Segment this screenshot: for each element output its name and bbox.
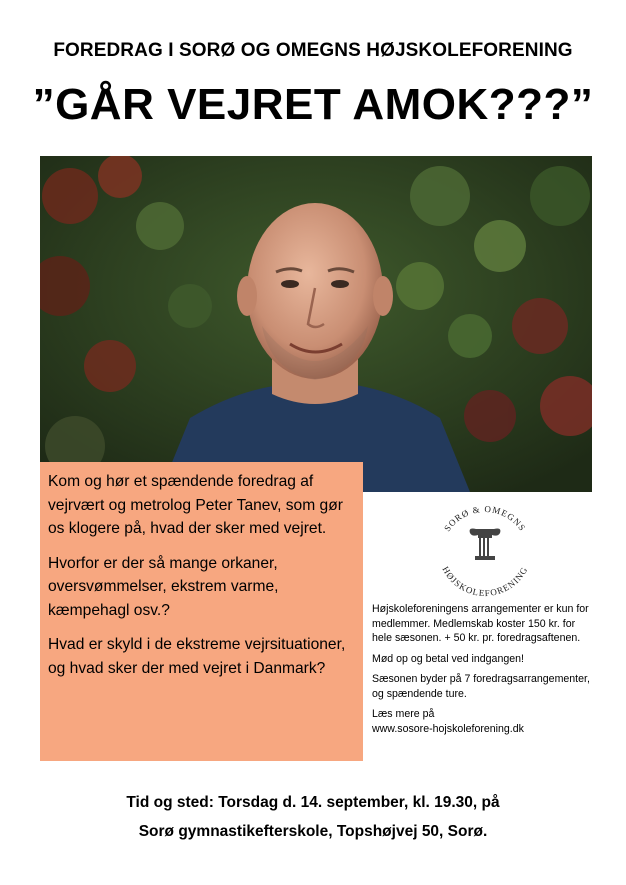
logo-top-text: SORØ & OMEGNS	[442, 503, 528, 534]
logo-bottom-text: HØJSKOLEFORENING	[440, 564, 530, 597]
info-paragraph: Læs mere på	[372, 708, 435, 720]
time-line: Tid og sted: Torsdag d. 14. september, kl. 19.30, på	[126, 794, 500, 811]
info-paragraph: Højskoleforeningens arrangementer er kun for medlemmer. Medlemskab koster 150 kr. for hele sæsonen. + 50 kr. pr. foredragsaftenen.	[372, 603, 589, 644]
event-subtitle: FOREDRAG I SORØ OG OMEGNS HØJSKOLEFORENING	[53, 40, 573, 61]
column-icon	[470, 529, 501, 561]
intro-paragraph: Kom og hør et spændende foredrag af vejrvært og metrolog Peter Tanev, som gør os klogere på, hvad der sker med vejret.	[48, 473, 343, 537]
place-line: Sorø gymnastikefterskole, Topshøjvej 50, Sorø.	[138, 823, 488, 840]
website-link[interactable]: www.sosore-hojskoleforening.dk	[372, 722, 524, 735]
intro-text-box	[40, 462, 363, 761]
membership-info	[372, 602, 592, 736]
svg-text:SORØ & OMEGNS	[442, 504, 528, 533]
event-title: ”GÅR VEJRET AMOK???”	[32, 80, 594, 129]
association-logo	[420, 497, 550, 597]
time-and-place	[0, 788, 626, 846]
intro-paragraph: Hvad er skyld i de ekstreme vejrsituationer, og hvad sker der med vejret i Danmark?	[48, 636, 346, 677]
info-paragraph: Sæsonen byder på 7 foredragsarrangementer, og spændende ture.	[372, 673, 590, 700]
svg-text:HØJSKOLEFORENING	[440, 565, 529, 597]
intro-paragraph: Hvorfor er der så mange orkaner, oversvømmelser, ekstrem varme, kæmpehagl osv.?	[48, 554, 279, 619]
speaker-photo	[40, 156, 592, 492]
info-paragraph: Mød op og betal ved indgangen!	[372, 652, 524, 665]
